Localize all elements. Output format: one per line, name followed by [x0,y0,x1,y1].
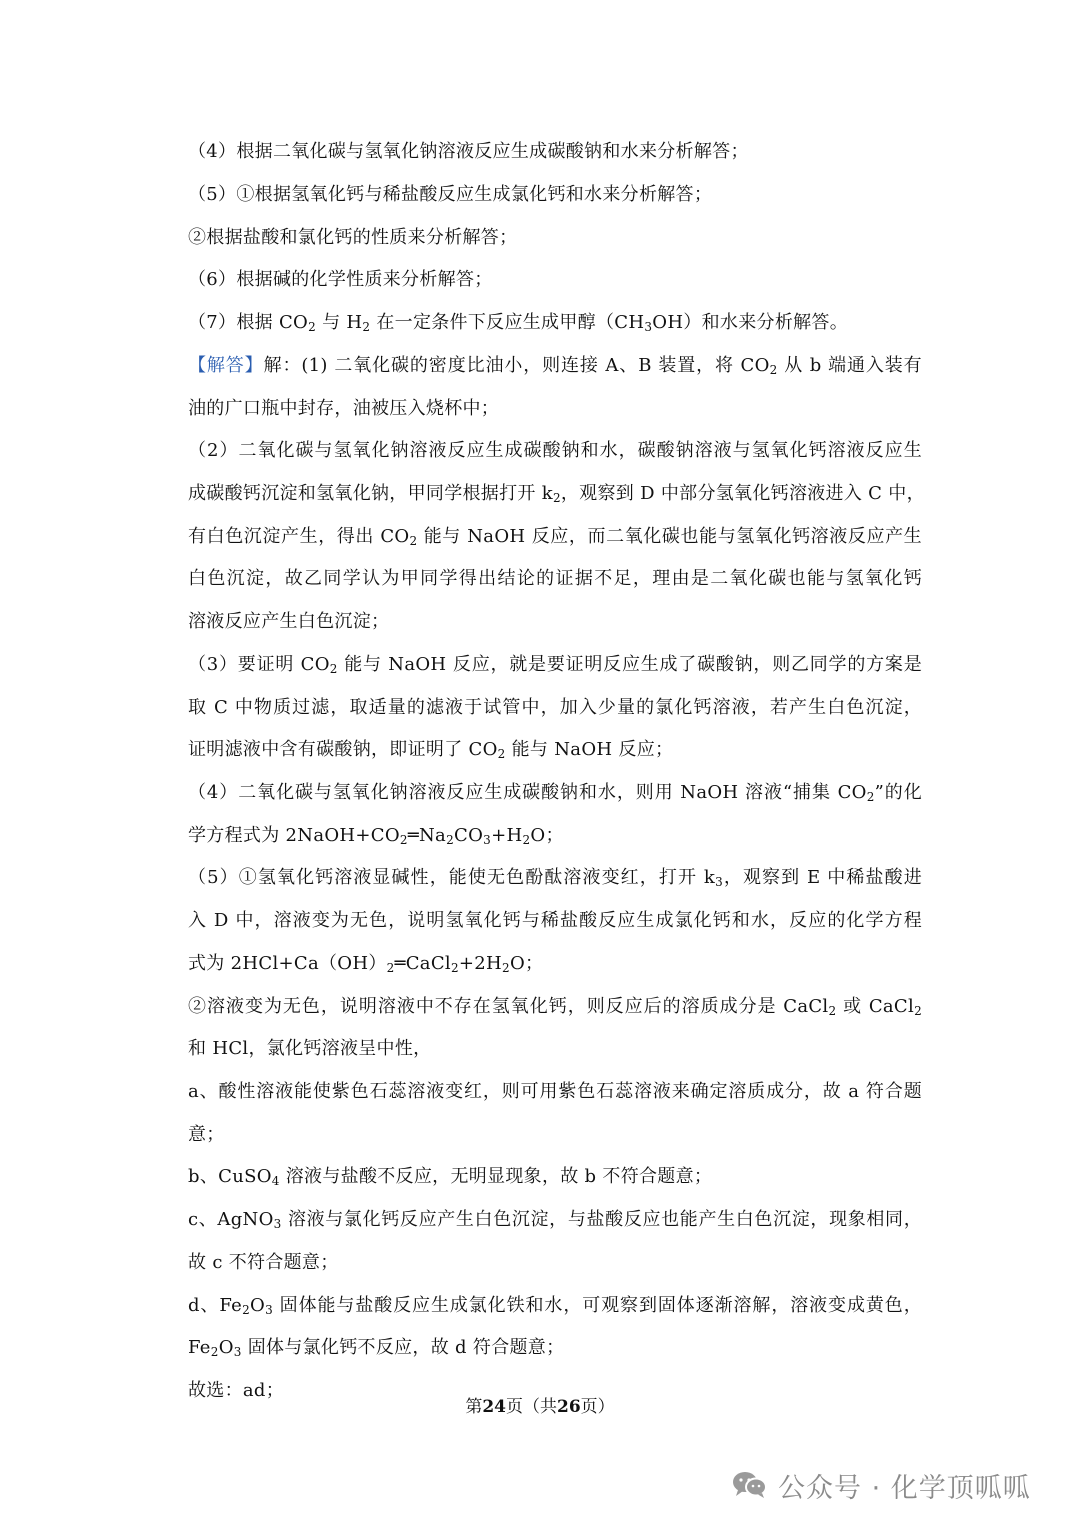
total-pages-number: 26 [557,1397,581,1417]
text-line: （2）二氧化碳与氢氧化钠溶液反应生成碳酸钠和水，碳酸钠溶液与氢氧化钙溶液反应生 [188,440,922,461]
text-line: 【解答】解：(1) 二氧化碳的密度比油小，则连接 A、B 装置，将 $CO_2$ 从 b 端通入装有 [188,355,922,377]
text-line: （4）二氧化碳与氢氧化钠溶液反应生成碳酸钠和水，则用 NaOH 溶液“捕集 $CO_2$”的化 [188,782,923,804]
watermark-text: 公众号 · 化学顶呱呱 [778,1472,1031,1504]
text-line: 油的广口瓶中封存，油被压入烧杯中； [188,398,500,419]
text-line: 溶液反应产生白色沉淀； [188,611,390,632]
text-line: $Fe_2O_3$ 固体与氯化钙不反应，故 d 符合题意； [188,1337,565,1359]
text-line: （7）根据 $CO_2$ 与 $H_2$ 在一定条件下反应生成甲醇$(CH_3OH)$和水来分析解答。 [188,312,849,334]
page-footer [0,1395,1080,1419]
text-line: 证明滤液中含有碳酸钠，即证明了 $CO_2$ 能与 NaOH 反应； [188,739,674,761]
text-line: 故 c 不符合题意； [188,1252,339,1273]
watermark [732,1465,1031,1505]
text-line: 取 C 中物质过滤，取适量的滤液于试管中，加入少量的氯化钙溶液，若产生白色沉淀， [188,697,922,718]
text-line: （5）①氢氧化钙溶液显碱性，能使无色酚酞溶液变红，打开 $k_3$，观察到 E 中稀盐酸进 [188,867,922,889]
text-line: d、$Fe_2O_3$ 固体能与盐酸反应生成氯化铁和水，可观察到固体逐渐溶解，溶液变成黄色， [188,1295,922,1317]
text-line: ②溶液变为无色，说明溶液中不存在氢氧化钙，则反应后的溶质成分是 CaCl$_2$ 或 CaCl$_2$ [188,996,922,1018]
text-line: 入 D 中，溶液变为无色，说明氢氧化钙与稀盐酸反应生成氯化钙和水，反应的化学方程 [188,910,922,931]
text-line: 成碳酸钙沉淀和氢氧化钠，甲同学根据打开 $k_2$，观察到 D 中部分氢氧化钙溶液进入 C 中， [188,483,925,505]
text-line: ②根据盐酸和氯化钙的性质来分析解答； [188,227,518,248]
text-line: 故选：ad； [188,1380,285,1401]
text-line: a、酸性溶液能使紫色石蕊溶液变红，则可用紫色石蕊溶液来确定溶质成分，故 a 符合题 [188,1081,922,1102]
text-line: 式为 $2HCl+Ca(OH)_2═CaCl_2+2H_2O$； [188,953,544,975]
footer-middle: 页（共 [506,1397,557,1417]
text-line: 白色沉淀，故乙同学认为甲同学得出结论的证据不足，理由是二氧化碳也能与氢氧化钙 [188,568,922,589]
text-line: b、CuSO$_4$ 溶液与盐酸不反应，无明显现象，故 b 不符合题意； [188,1166,713,1188]
current-page-number: 24 [482,1397,506,1417]
text-line: （4）根据二氧化碳与氢氧化钠溶液反应生成碳酸钠和水来分析解答； [188,141,749,162]
footer-prefix: 第 [465,1397,483,1417]
text-line: 意； [188,1124,225,1145]
footer-suffix: 页） [580,1397,615,1417]
text-line: 学方程式为 $2NaOH+CO_2═Na_2CO_3+H_2O$； [188,825,564,847]
text-line: 和 HCl，氯化钙溶液呈中性， [188,1038,432,1059]
wechat-icon [732,1470,768,1500]
text-line: 有白色沉淀产生，得出 $CO_2$ 能与 NaOH 反应，而二氧化碳也能与氢氧化钙溶液反应产生 [188,526,922,548]
text-line: （6）根据碱的化学性质来分析解答； [188,269,493,290]
text-line: （5）①根据氢氧化钙与稀盐酸反应生成氯化钙和水来分析解答； [188,184,713,205]
text-line: （3）要证明 $CO_2$ 能与 NaOH 反应，就是要证明反应生成了碳酸钠，则乙同学的方案是 [188,654,922,676]
text-line: c、AgNO$_3$ 溶液与氯化钙反应产生白色沉淀，与盐酸反应也能产生白色沉淀，现象相同， [188,1209,922,1231]
